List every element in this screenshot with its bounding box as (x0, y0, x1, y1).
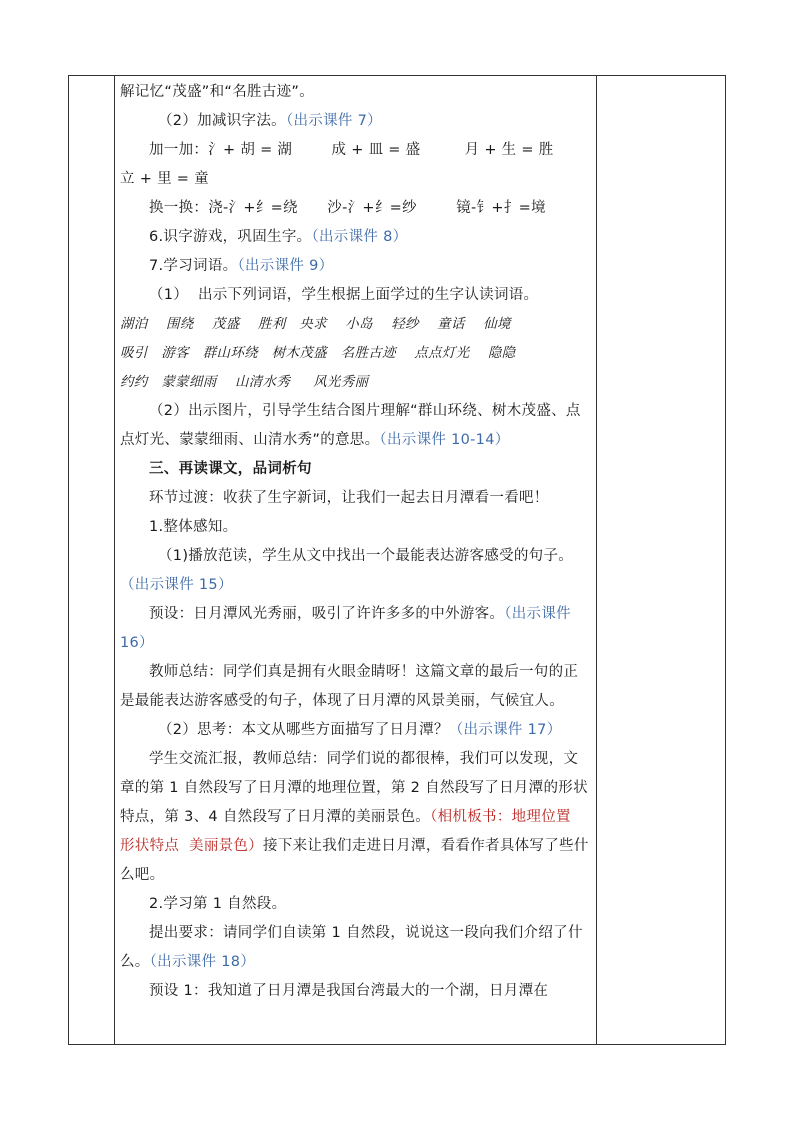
text-paragraph (120, 600, 592, 658)
word-list-line: 吸引 游客 群山环绕 树木茂盛 名胜古迹 点点灯光 隐隐 (120, 345, 516, 361)
text-line: 加一加：氵+ 胡 = 湖 成 + 皿 = 盛 月 + 生 = 胜 (149, 142, 554, 158)
text-span: 7.学习词语。 (149, 258, 238, 274)
text-line: 1.整体感知。 (149, 519, 238, 535)
table-column-divider-left (114, 76, 115, 1044)
text-line: 立 + 里 = 童 (120, 171, 209, 187)
text-paragraph: 教师总结：同学们真是拥有火眼金睛呀！这篇文章的最后一句的正是最能表达游客感受的句子，体现了日月潭的风景美丽，气候宜人。 (120, 664, 579, 709)
text-span: （2）加减识字法。 (158, 113, 286, 129)
text-paragraph (120, 397, 592, 455)
text-line (120, 223, 592, 252)
courseware-ref: （出示课件 7） (285, 113, 382, 129)
text-line: 解记忆“茂盛”和“名胜古迹”。 (120, 84, 315, 100)
text-line: 环节过渡：收获了生字新词，让我们一起去日月潭看一看吧！ (149, 490, 549, 506)
text-line: 2.学习第 1 自然段。 (149, 896, 287, 912)
text-span: （1)播放范读，学生从文中找出一个最能表达游客感受的句子。 (158, 548, 574, 564)
courseware-ref: （出示课件 17） (448, 722, 562, 738)
text-paragraph (120, 745, 592, 890)
courseware-ref: （出示课件 15） (120, 577, 233, 593)
text-span: 6.识字游戏，巩固生字。 (149, 229, 312, 245)
board-note: （相机板书：地理位置 形状特点 美丽景色） (120, 809, 581, 854)
word-list-line: 湖泊 围绕 茂盛 胜利 央求 小岛 轻纱 童话 仙境 (120, 316, 511, 332)
courseware-ref: （出示课件 16） (120, 606, 576, 651)
text-paragraph (120, 542, 592, 600)
text-span: （2）思考：本文从哪些方面描写了日月潭？ (158, 722, 449, 738)
text-line (120, 252, 592, 281)
courseware-ref: （出示课件 10-14） (379, 432, 510, 448)
courseware-ref: （出示课件 18） (149, 954, 256, 970)
text-span: 接下来让我们走进日月潭，看看作者具体写了些什么吧。 (120, 838, 589, 883)
text-line: 预设 1：我知道了日月潭是我国台湾最大的一个湖，日月潭在 (149, 983, 549, 999)
word-list-line: 约约 蒙蒙细雨 山清水秀 风光秀丽 (120, 374, 369, 390)
section-heading: 三、再读课文，品词析句 (149, 461, 312, 477)
text-span: （2）出示图片，引导学生结合图片理解“群山环绕、树木茂盛、点点灯光、蒙蒙细雨、山清水秀”的意思。 (120, 403, 581, 448)
courseware-ref: （出示课件 9） (237, 258, 334, 274)
text-paragraph (120, 919, 592, 977)
text-span: 提出要求：请同学们自读第 1 自然段，说说这一段向我们介绍了什么。 (120, 925, 583, 970)
lesson-content (120, 78, 592, 1006)
courseware-ref: （出示课件 8） (311, 229, 408, 245)
text-line: 换一换：浇-氵+纟=绕 沙-氵+纟=纱 镜-钅+扌=境 (149, 200, 546, 216)
text-span: 预设：日月潭风光秀丽，吸引了许许多多的中外游客。 (149, 606, 505, 622)
text-line (120, 716, 592, 745)
table-column-divider-right (596, 76, 597, 1044)
text-span: 学生交流汇报，教师总结：同学们说的都很棒，我们可以发现，文章的第 1 自然段写了日月潭的地理位置，第 2 自然段写了日月潭的形状特点，第 3、4 自然段写了日月潭的美丽景色。 (120, 751, 588, 825)
text-line: （1） 出示下列词语，学生根据上面学过的生字认读词语。 (149, 287, 539, 303)
text-line (120, 107, 592, 136)
